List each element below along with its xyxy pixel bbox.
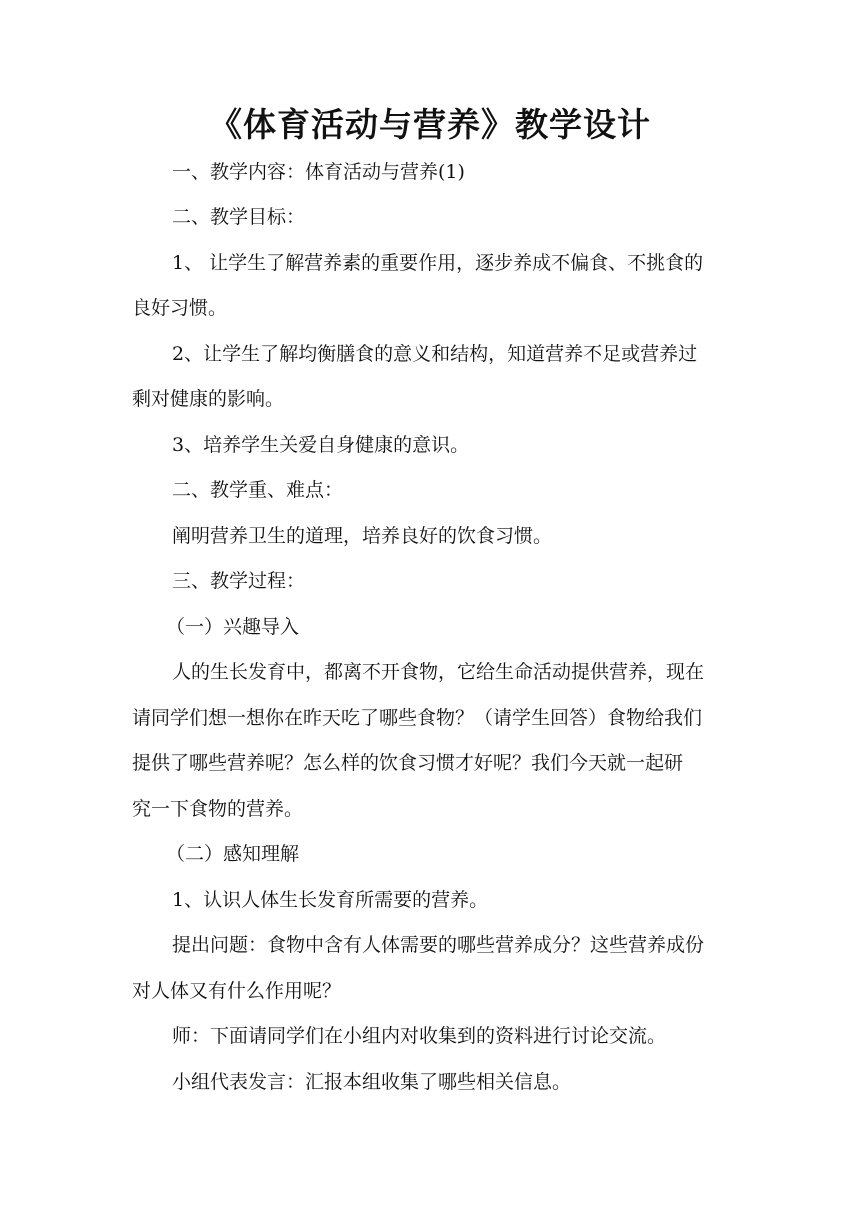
intro-paragraph-line-4: 究一下食物的营养。 bbox=[132, 798, 304, 820]
document-title: 《体育活动与营养》教学设计 bbox=[209, 105, 651, 144]
goal-2-line-2: 剩对健康的影响。 bbox=[132, 388, 285, 410]
goal-3: 3、培养学生关爱自身健康的意识。 bbox=[172, 434, 470, 456]
question-line-2: 对人体又有什么作用呢？ bbox=[132, 980, 342, 1002]
intro-paragraph-line-1: 人的生长发育中，都离不开食物，它给生命活动提供营养，现在 bbox=[172, 661, 705, 683]
intro-paragraph-line-2: 请同学们想一想你在昨天吃了哪些食物？（请学生回答）食物给我们 bbox=[132, 707, 703, 729]
subsection-interest-intro: （一）兴趣导入 bbox=[166, 616, 300, 638]
section-teaching-content: 一、教学内容：体育活动与营养(1) bbox=[172, 161, 465, 183]
teacher-instruction: 师：下面请同学们在小组内对收集到的资料进行讨论交流。 bbox=[172, 1025, 667, 1047]
goal-1-line-2: 良好习惯。 bbox=[132, 297, 228, 319]
section-teaching-process: 三、教学过程： bbox=[172, 570, 306, 592]
section-key-difficult-points: 二、教学重、难点： bbox=[172, 479, 344, 501]
subsection-perception: （二）感知理解 bbox=[166, 843, 300, 865]
group-report: 小组代表发言：汇报本组收集了哪些相关信息。 bbox=[172, 1071, 572, 1093]
question-line-1: 提出问题：食物中含有人体需要的哪些营养成分？这些营养成份 bbox=[172, 934, 705, 956]
goal-1-line-1: 1、 让学生了解营养素的重要作用，逐步养成不偏食、不挑食的 bbox=[172, 252, 704, 274]
intro-paragraph-line-3: 提供了哪些营养呢？怎么样的饮食习惯才好呢？我们今天就一起研 bbox=[132, 752, 684, 774]
perception-item-1: 1、认识人体生长发育所需要的营养。 bbox=[172, 889, 489, 911]
goal-2-line-1: 2、让学生了解均衡膳食的意义和结构，知道营养不足或营养过 bbox=[172, 343, 698, 365]
key-points-text: 阐明营养卫生的道理，培养良好的饮食习惯。 bbox=[172, 525, 553, 547]
section-teaching-goals: 二、教学目标： bbox=[172, 206, 306, 228]
